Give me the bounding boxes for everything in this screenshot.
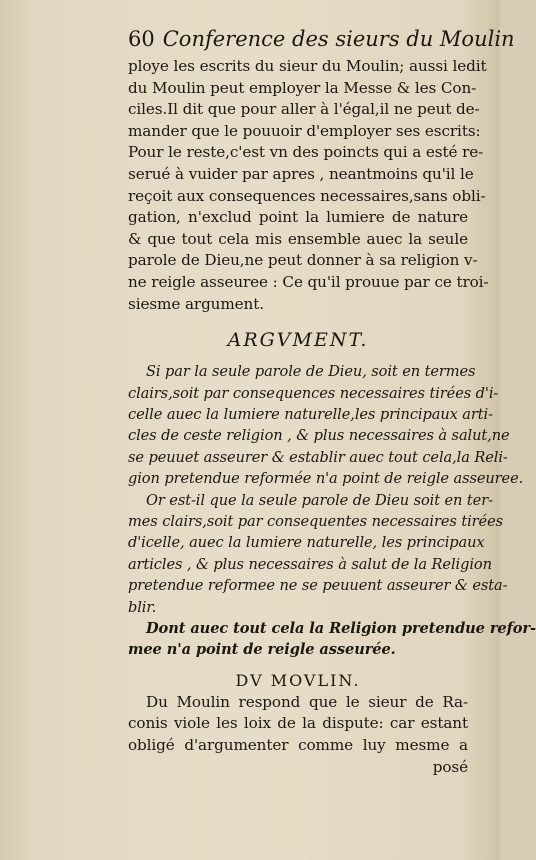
text-line: articles , & plus necessaires à salut de la Religion xyxy=(128,555,492,573)
text-line: blir. xyxy=(128,598,157,616)
running-title: Conference des sieurs du Moulin xyxy=(162,27,515,51)
text-line: Du Moulin respond que le sieur de Ra- xyxy=(146,692,468,711)
argument-heading: ARGVMENT. xyxy=(227,329,369,352)
text-line: Or est-il que la seule parole de Dieu soit en ter- xyxy=(146,491,493,509)
text-line: gion pretendue reformée n'a point de reigle asseuree. xyxy=(128,470,524,488)
reply-heading: DV MOVLIN. xyxy=(235,670,361,690)
text-line: ciles.Il dit que pour aller à l'égal,il ne peut de- xyxy=(128,100,480,119)
text-line: mander que le pouuoir d'employer ses escrits: xyxy=(128,121,481,140)
text-line: gation, n'exclud point la lumiere de nature xyxy=(128,208,468,227)
page-body xyxy=(128,56,536,778)
text-line: d'icelle, auec la lumiere naturelle, les principaux xyxy=(128,534,485,552)
text-line: Pour le reste,c'est vn des poincts qui a esté re- xyxy=(128,143,484,162)
paragraph-1 xyxy=(128,56,489,315)
catchword: posé xyxy=(432,757,468,776)
text-line: Si par la seule parole de Dieu, soit en termes xyxy=(146,363,476,381)
text-line: siesme argument. xyxy=(128,294,264,313)
text-line: pretendue reformee ne se peuuent asseurer & esta- xyxy=(128,577,508,595)
text-line: reçoit aux consequences necessaires,sans obli- xyxy=(128,186,486,205)
text-line: se peuuet asseurer & establir auec tout cela,la Reli- xyxy=(128,448,508,466)
argument-minor-premise xyxy=(128,490,508,618)
text-line: & que tout cela mis ensemble auec la seule xyxy=(128,229,468,248)
text-line: mee n'a point de reigle asseurée. xyxy=(128,641,396,659)
page-header xyxy=(128,26,515,52)
text-line: mes clairs,soit par consequentes necessaires tirées xyxy=(128,512,504,530)
text-line: clairs,soit par consequences necessaires tirées d'i- xyxy=(128,384,499,402)
text-line: conis viole les loix de la dispute: car estant xyxy=(128,714,468,733)
text-line: cles de ceste religion , & plus necessaires à salut,ne xyxy=(128,427,510,445)
argument-conclusion xyxy=(128,618,536,661)
text-line: ploye les escrits du sieur du Moulin; aussi ledit xyxy=(128,57,487,75)
text-line: obligé d'argumenter comme luy mesme a xyxy=(128,736,468,754)
text-line: Dont auec tout cela la Religion pretendue refor- xyxy=(146,620,536,637)
text-line: serué à vuider par apres , neantmoins qu'il le xyxy=(128,164,474,183)
paragraph-2 xyxy=(128,692,468,778)
text-line: celle auec la lumiere naturelle,les principaux arti- xyxy=(128,405,493,423)
page-number: 60 xyxy=(128,27,155,51)
text-line: du Moulin peut employer la Messe & les Con- xyxy=(128,78,477,97)
argument-major-premise xyxy=(128,361,524,489)
text-line: parole de Dieu,ne peut donner à sa religion v- xyxy=(128,251,478,270)
text-line: ne reigle asseuree : Ce qu'il prouue par ce troi- xyxy=(128,272,489,291)
